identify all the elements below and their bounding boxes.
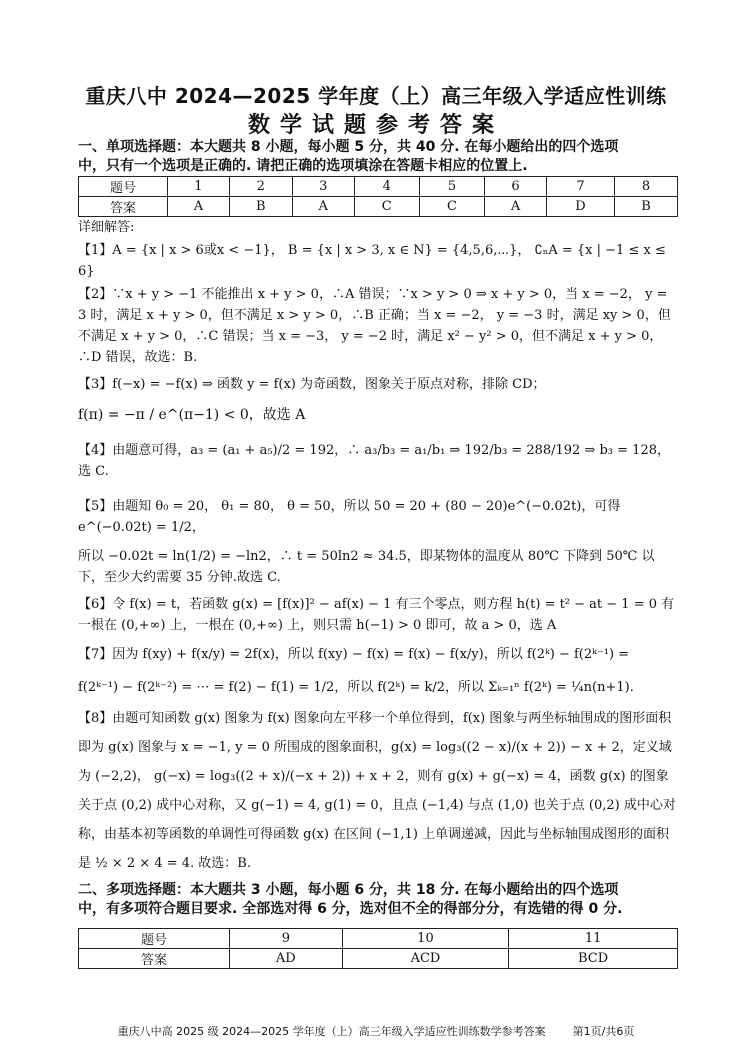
table-cell: AD [230,949,343,969]
section2-heading: 二、多项选择题：本大题共 3 小题，每小题 6 分，共 18 分. 在每小题给出的四个选项 中，有多项符合题目要求. 全部选对得 6 分，选对但不全的得部分分，有选错的得 0 分. [78,882,623,917]
solution-5-cont: 所以 −0.02t = ln(1/2) = −ln2，∴ t = 50ln2 ≈ 34.5，即某物体的温度从 80℃ 下降到 50℃ 以下，至少大约需要 35 分钟.故选 C. [78,549,655,585]
page-footer [0,1023,752,1039]
solution-6: 【6】令 f(x) = t，若函数 g(x) = [f(x)]² − af(x) − 1 有三个零点，则方程 h(t) = t² − at − 1 = 0 有一根在 (0,+∞) 上，一根在 (0,+∞) 上，则只需 h(−1) > 0 即可，故 a > 0，选 A [78,597,675,633]
table-cell: 答案 [79,197,168,217]
page-subtitle: 数学试题参考答案 [247,113,504,138]
table-cell: 答案 [79,949,230,969]
table-cell: A [485,197,547,217]
table-row [79,929,678,949]
page-number: 第1页/共6页 [572,1025,635,1038]
page-title: 重庆八中 2024—2025 学年度（上）高三年级入学适应性训练 [85,84,667,108]
table-cell: ACD [342,949,509,969]
table-cell: C [419,197,484,217]
table-cell: 11 [509,929,678,949]
solutions-block [78,217,678,878]
table-cell: A [168,197,230,217]
solution-7: 【7】因为 f(xy) + f(x/y) = 2f(x)，所以 f(xy) − f(x) = f(x) − f(x/y)，所以 f(2ᵏ) − f(2ᵏ⁻¹) = [78,647,630,662]
table-cell: 1 [168,177,230,197]
solution-8: 【8】由题可知函数 g(x) 图象为 f(x) 图象向左平移一个单位得到，f(x) 图象与两坐标轴围成的图形面积即为 g(x) 图象与 x = −1, y = 0 所围成的图象面积，g(x) = log₃((2 − x)/(x + 2)) − x + 2，定义域为 (−2,2)， g(−x) = log₃((2 + x)/(−x + 2)) + x + 2，则有 g(x) + g(−x) = 4，函数 g(x) 的图象关于点 (0,2) 成中心对称，又 g(−1) = 4, g(1) = 0，且点 (−1,4) 与点 (1,0) 也关于点 (0,2) 成中心对称，由基本初等函数的单调性可得函数 g(x) 在区间 (−1,1) 上单调递减，因此与坐标轴围成图形的面积是 ½ × 2 × 4 = 4. 故选：B. [78,711,676,871]
table-cell: 7 [546,177,614,197]
table-cell: 10 [342,929,509,949]
table-cell: B [615,197,678,217]
solution-3-cont: f(π) = −π / e^(π−1) < 0，故选 A [78,407,306,423]
table-cell: 题号 [79,929,230,949]
solution-7-cont: f(2ᵏ⁻¹) − f(2ᵏ⁻²) = ⋯ = f(2) − f(1) = 1/2，所以 f(2ᵏ) = k/2，所以 Σₖ₌₁ⁿ f(2ᵏ) = ¼n(n+1). [78,680,634,695]
table-cell: 5 [419,177,484,197]
table-cell: 4 [354,177,419,197]
table-cell: 题号 [79,177,168,197]
table-row [79,197,678,217]
table-cell: D [546,197,614,217]
table-cell: B [229,197,292,217]
section1-answer-table [78,176,678,217]
table-cell: 9 [230,929,343,949]
solution-5: 【5】由题知 θ₀ = 20， θ₁ = 80， θ = 50，所以 50 = 20 + (80 − 20)e^(−0.02t)，可得 e^(−0.02t) = 1/2， [78,499,621,535]
table-cell: BCD [509,949,678,969]
solution-2: 【2】∵x + y > −1 不能推出 x + y > 0，∴A 错误；∵x > y > 0 ⇒ x + y > 0，当 x = −2， y = 3 时，满足 x + y > 0，但不满足 x > y > 0，∴B 正确；当 x = −2， y = −3 时，满足 xy > 0，但不满足 x + y > 0，∴C 错误；当 x = −3， y = −2 时，满足 x² − y² > 0，但不满足 x + y > 0，∴D 错误，故选：B. [78,287,671,365]
table-cell: 8 [615,177,678,197]
table-cell: 2 [229,177,292,197]
solution-1: 【1】A = {x | x > 6或x < −1}， B = {x | x > 3, x ∈ N} = {4,5,6,⋯}， ∁ₙA = {x | −1 ≤ x ≤ 6} [78,243,666,279]
table-cell: A [292,197,354,217]
table-row [79,177,678,197]
table-cell: 6 [485,177,547,197]
solution-4: 【4】由题意可得，a₃ = (a₁ + a₅)/2 = 192，∴ a₃/b₃ = a₁/b₁ ⇒ 192/b₃ = 288/192 ⇒ b₃ = 128，选 C. [78,443,670,479]
table-cell: C [354,197,419,217]
table-row [79,949,678,969]
section1-heading: 一、单项选择题：本大题共 8 小题，每小题 5 分，共 40 分. 在每小题给出的四个选项 中，只有一个选项是正确的. 请把正确的选项填涂在答题卡相应的位置上. [78,139,619,174]
detail-label: 详细解答: [78,220,135,235]
table-cell: 3 [292,177,354,197]
solution-3: 【3】f(−x) = −f(x) ⇒ 函数 y = f(x) 为奇函数，图象关于原点对称，排除 CD； [78,377,546,392]
section2-answer-table [78,928,678,969]
footer-text: 重庆八中高 2025 级 2024—2025 学年度（上）高三年级入学适应性训练数学参考答案 [117,1025,546,1038]
